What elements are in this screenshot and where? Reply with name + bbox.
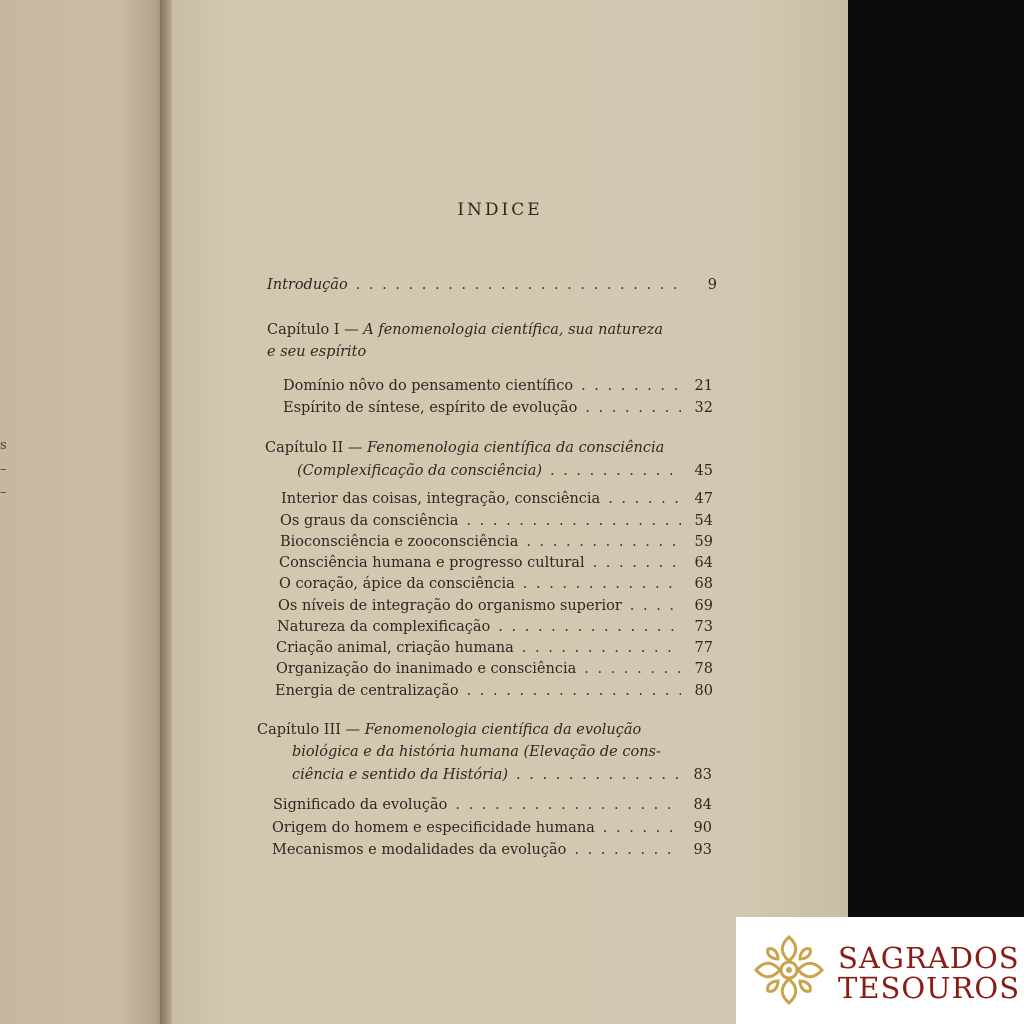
chapter-heading [257, 720, 641, 741]
chapter-prefix: Capítulo II — [265, 440, 367, 456]
toc-entry-label: Energia de centralização [275, 683, 459, 699]
toc-entry-page: 64 [694, 555, 713, 571]
toc-entry-label: Os níveis de integração do organismo superior [278, 598, 622, 614]
toc-entry-page: 90 [693, 820, 712, 836]
leader-dots [455, 795, 680, 816]
chapter-page: 45 [694, 463, 713, 479]
toc-entry-label: Natureza da complexificação [277, 619, 491, 635]
toc-entry [275, 681, 713, 702]
toc-entry-label: Os graus da consciência [280, 513, 459, 529]
toc-entry-page: 59 [694, 534, 713, 550]
toc-entry [272, 840, 712, 861]
toc-entry [273, 795, 712, 816]
chapter-page: 83 [693, 767, 712, 783]
toc-entry [276, 638, 713, 659]
toc-entry [279, 574, 713, 595]
chapter-title-line: (Complexificação da consciência) [297, 463, 542, 479]
toc-entry-label: Consciência humana e progresso cultural [279, 555, 585, 571]
leader-dots [608, 489, 681, 510]
leader-dots [585, 398, 681, 419]
leader-dots [584, 659, 681, 680]
chapter-title-line: Fenomenologia científica da evolução [364, 722, 642, 738]
toc-entry-page: 93 [693, 842, 712, 858]
toc-entry-label: Bioconsciência e zooconsciência [280, 534, 519, 550]
toc-entry-label: Organização do inanimado e consciência [276, 661, 577, 677]
toc-entry-page: 69 [694, 598, 713, 614]
toc-entry-page: 80 [694, 683, 713, 699]
chapter-heading [267, 320, 663, 341]
leader-dots [466, 511, 681, 532]
toc-entry-label: Significado da evolução [273, 797, 448, 813]
leader-dots [593, 553, 681, 574]
chapter-heading-line [297, 461, 713, 482]
toc-entry [276, 659, 713, 680]
chapter-title-line: e seu espírito [267, 344, 367, 360]
toc-entry-page: 73 [694, 619, 713, 635]
left-page-mark: – [0, 485, 7, 500]
index-page [172, 0, 848, 1024]
toc-entry-page: 84 [693, 797, 712, 813]
toc-entry [280, 511, 713, 532]
toc-entry [272, 818, 712, 839]
logo-line-2: TESOUROS [838, 971, 1021, 1005]
toc-entry-label: Introdução [267, 277, 348, 293]
ornamental-cross-emblem-icon [750, 931, 828, 1009]
toc-entry-page: 21 [694, 378, 713, 394]
leader-dots [498, 617, 681, 638]
toc-entry-page: 9 [707, 277, 717, 293]
left-page-mark: – [0, 462, 7, 477]
toc-entry-label: Espírito de síntese, espírito de evolução [283, 400, 578, 416]
toc-entry [279, 553, 713, 574]
chapter-title-line: Fenomenologia científica da consciência [366, 440, 665, 456]
leader-dots [581, 376, 681, 397]
toc-entry-page: 68 [694, 576, 713, 592]
chapter-title-line: biológica e da história humana (Elevação de cons- [292, 744, 661, 760]
toc-entry-page: 54 [694, 513, 713, 529]
toc-entry-introduction [267, 275, 717, 296]
leader-dots [574, 840, 680, 861]
toc-entry-label: O coração, ápice da consciência [279, 576, 515, 592]
toc-entry-label: Criação animal, criação humana [276, 640, 514, 656]
left-page [0, 0, 168, 1024]
leader-dots [356, 275, 685, 296]
toc-entry-label: Origem do homem e especificidade humana [272, 820, 595, 836]
leader-dots [603, 818, 680, 839]
leader-dots [522, 638, 681, 659]
toc-entry-page: 77 [694, 640, 713, 656]
toc-entry-label: Domínio nôvo do pensamento científico [283, 378, 574, 394]
toc-entry-label: Mecanismos e modalidades da evolução [272, 842, 567, 858]
toc-entry [277, 617, 713, 638]
toc-entry-page: 78 [694, 661, 713, 677]
leader-dots [523, 574, 681, 595]
chapter-heading [265, 438, 664, 459]
chapter-prefix: Capítulo I — [267, 322, 364, 338]
toc-entry [283, 376, 713, 397]
toc-entry [280, 532, 713, 553]
leader-dots [550, 461, 681, 482]
chapter-title-line: A fenomenologia científica, sua natureza [363, 322, 664, 338]
logo-line-1: SAGRADOS [838, 941, 1020, 975]
watermark-logo [736, 917, 1024, 1024]
leader-dots [516, 765, 680, 786]
leader-dots [526, 532, 681, 553]
toc-entry-page: 47 [694, 491, 713, 507]
toc-entry [281, 489, 713, 510]
toc-entry-label: Interior das coisas, integração, consciência [281, 491, 601, 507]
logo-wordmark [838, 943, 1020, 1003]
leader-dots [630, 596, 681, 617]
page-title: INDICE [457, 200, 543, 220]
toc-entry [283, 398, 713, 419]
left-page-mark: s [0, 438, 7, 453]
chapter-heading-line [292, 765, 712, 786]
toc-entry-page: 32 [694, 400, 713, 416]
toc-entry [278, 596, 713, 617]
chapter-prefix: Capítulo III — [257, 722, 365, 738]
leader-dots [467, 681, 681, 702]
chapter-title-line: ciência e sentido da História) [292, 767, 509, 783]
